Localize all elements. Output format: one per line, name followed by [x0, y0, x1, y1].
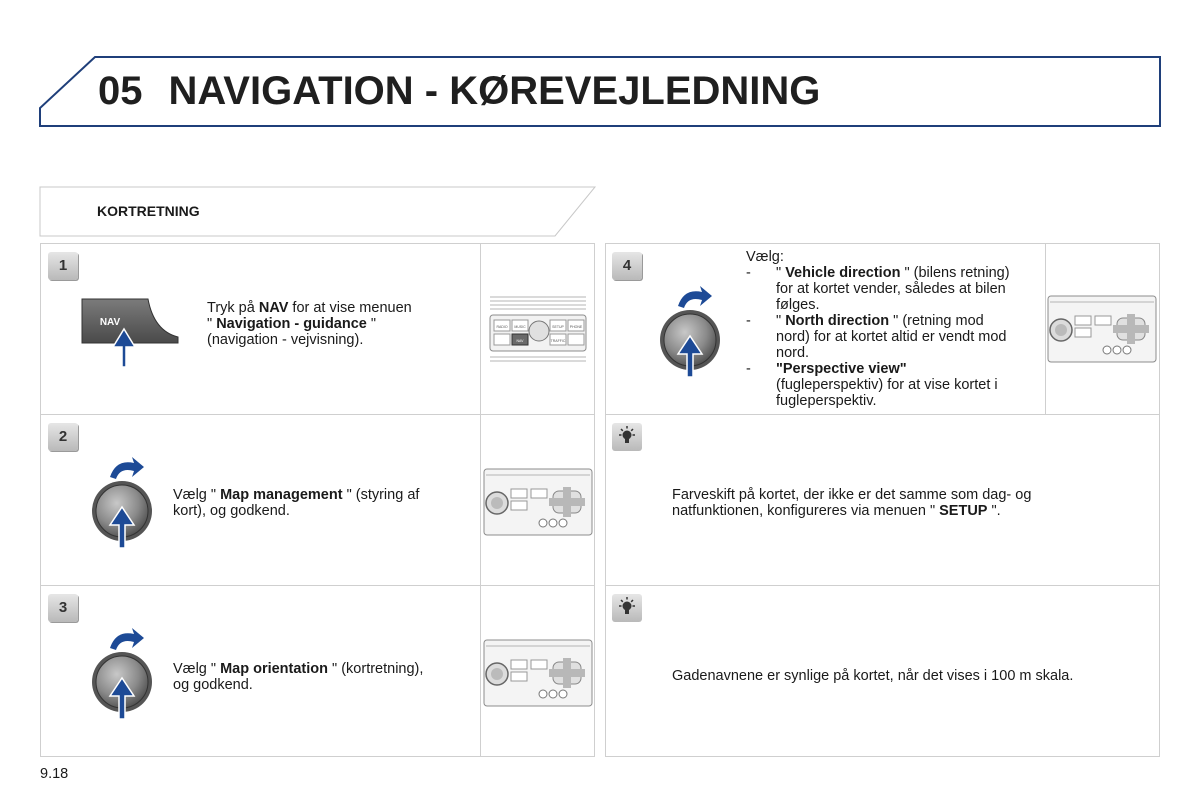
tip-2-text: Gadenavnene er synlige på kortet, når det vises i 100 m skala. [672, 668, 1074, 684]
lightbulb-tip-icon [612, 594, 642, 622]
rotary-knob-press-icon [656, 284, 728, 379]
key-nav: NAV [516, 339, 524, 343]
step-1-instruction: Tryk på NAV for at vise menuen " Navigation - guidance " (navigation - vejvisning). [207, 300, 412, 348]
step-3-badge: 3 [48, 594, 78, 622]
step-2-badge: 2 [48, 423, 78, 451]
option-perspective-view: - "Perspective view" (fugleperspektiv) for at vise kortet i fugleperspektiv. [746, 361, 998, 409]
key-phone: PHONE [569, 325, 583, 329]
chapter-title [98, 68, 820, 114]
page-number: 9.18 [40, 766, 69, 782]
option-north-direction: - " North direction " (retning mod nord) for at kortet altid er vendt mod nord. [746, 313, 1007, 361]
tip-1-text: Farveskift på kortet, der ikke er det samme som dag- og natfunktionen, konfigureres via menuen " SETUP ". [672, 487, 1032, 519]
rotary-knob-press-icon [88, 626, 160, 721]
key-traffic: TRAFFIC [550, 339, 566, 343]
lightbulb-tip-icon [612, 423, 642, 451]
option-vehicle-direction: - " Vehicle direction " (bilens retning) for at kortet vender, således at bilen følges. [746, 265, 1010, 313]
key-radio: RADIO [496, 325, 508, 329]
rotary-knob-press-icon [88, 455, 160, 550]
orientation-options-list [746, 265, 1042, 409]
step-4-intro: Vælg: [746, 249, 784, 265]
step-1-badge: 1 [48, 252, 78, 280]
radio-thumbnail-knob [1047, 294, 1157, 366]
radio-thumbnail-nav [488, 293, 588, 368]
section-title: KORTRETNING [97, 203, 200, 219]
key-music: MUSIC [514, 325, 526, 329]
nav-button-label: NAV [99, 317, 121, 328]
step-4-instruction [746, 249, 1042, 409]
radio-thumbnail-knob [483, 638, 593, 710]
radio-thumbnail-knob [483, 467, 593, 539]
nav-button-icon [80, 295, 180, 370]
step-4-badge: 4 [612, 252, 642, 280]
step-2-instruction: Vælg " Map management " (styring af kort), og godkend. [173, 487, 420, 519]
chapter-title-text: NAVIGATION - KØREVEJLEDNING [168, 69, 821, 113]
chapter-number: 05 [98, 69, 143, 113]
step-3-instruction: Vælg " Map orientation " (kortretning), og godkend. [173, 661, 424, 693]
key-setup: SETUP [552, 325, 564, 329]
